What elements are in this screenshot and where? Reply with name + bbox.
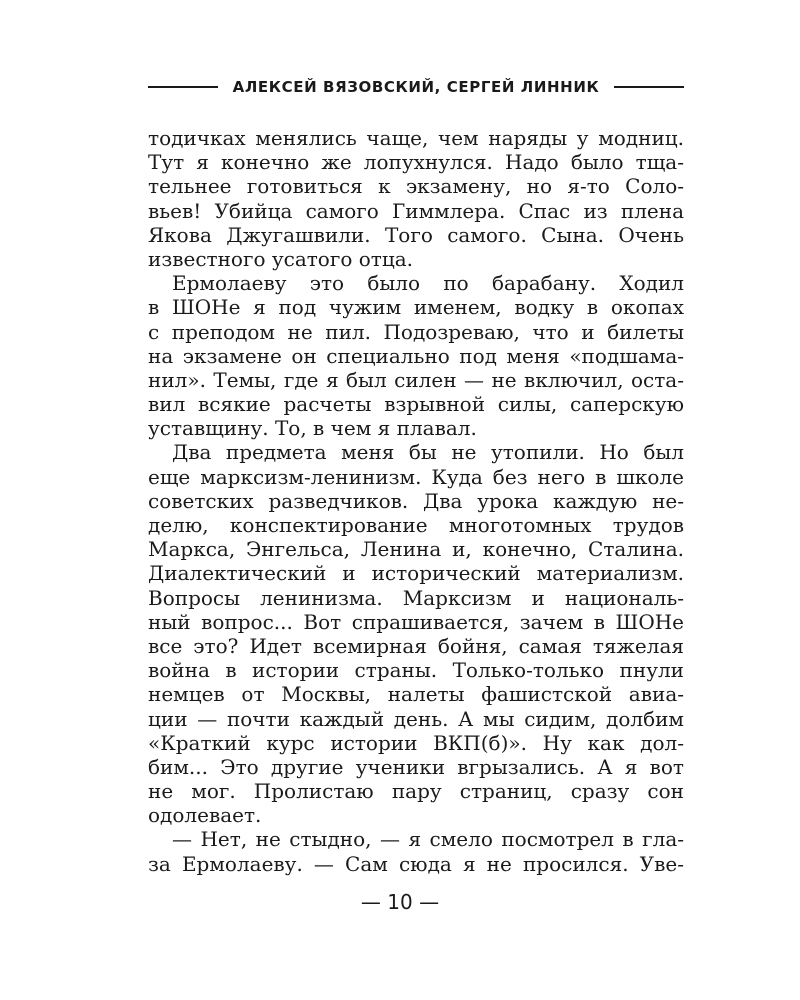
text-line: уставщину. То, в чем я плавал. [148,416,477,441]
text-line: известного усатого отца. [148,246,413,271]
running-head [148,78,684,96]
text-line: Тут я конечно же лопухнулся. Надо было тща- [148,150,684,175]
text-line: тодичках менялись чаще, чем наряды у модниц. [148,126,684,150]
text-line: вьев! Убийца самого Гиммлера. Спас из плена [148,198,684,223]
text-line: нил». Темы, где я был силен — не включил, оста- [148,367,684,392]
text-line: Два предмета меня бы не утопили. Но был [172,440,684,465]
page-number: — 10 — [360,890,440,914]
text-line: вил всякие расчеты взрывной силы, саперскую [148,392,684,417]
text-line: на экзамене он специально под меня «подшама- [148,343,684,368]
text-line: Якова Джугашвили. Того самого. Сына. Очень [148,222,684,247]
text-line: Маркса, Энгельса, Ленина и, конечно, Сталина. [148,537,684,562]
text-line: одолевает. [148,803,262,828]
body-text [148,126,684,876]
text-line: Ермолаеву это было по барабану. Ходил [172,271,684,296]
text-line: немцев от Москвы, налеты фашистской авиа- [148,682,684,707]
text-line: с преподом не пил. Подозреваю, что и билеты [148,319,684,344]
text-line: не мог. Пролистаю пару страниц, сразу сон [148,779,684,804]
text-line: все это? Идет всемирная бойня, самая тяжелая [148,633,684,658]
text-line: тельнее готовиться к экзамену, но я-то Соло- [148,174,684,199]
text-line: война в истории страны. Только-только пнули [148,658,684,683]
text-line: «Краткий курс истории ВКП(б)». Ну как дол- [148,730,684,755]
text-line: делю, конспектирование многотомных трудов [148,513,684,537]
text-line: еще марксизм-ленинизм. Куда без него в школе [148,464,684,489]
text-line: Диалектический и исторический материализм. [148,561,684,586]
text-line: ный вопрос... Вот спрашивается, зачем в ШОНе [148,609,684,634]
header-authors: АЛЕКСЕЙ ВЯЗОВСКИЙ, СЕРГЕЙ ЛИННИК [232,78,600,96]
text-line: советских разведчиков. Два урока каждую не- [148,488,684,513]
text-line: — Нет, не стыдно, — я смело посмотрел в гла- [172,827,684,852]
text-line: Вопросы ленинизма. Марксизм и националь- [148,585,684,610]
header-rule-right [614,86,684,88]
header-rule-left [148,86,218,88]
text-line: бим... Это другие ученики вгрызались. А я вот [148,754,684,779]
text-line: в ШОНе я под чужим именем, водку в окопах [148,295,684,320]
text-line: ции — почти каждый день. А мы сидим, долбим [148,706,684,731]
text-line: за Ермолаеву. — Сам сюда я не просился. Уве- [148,851,684,876]
